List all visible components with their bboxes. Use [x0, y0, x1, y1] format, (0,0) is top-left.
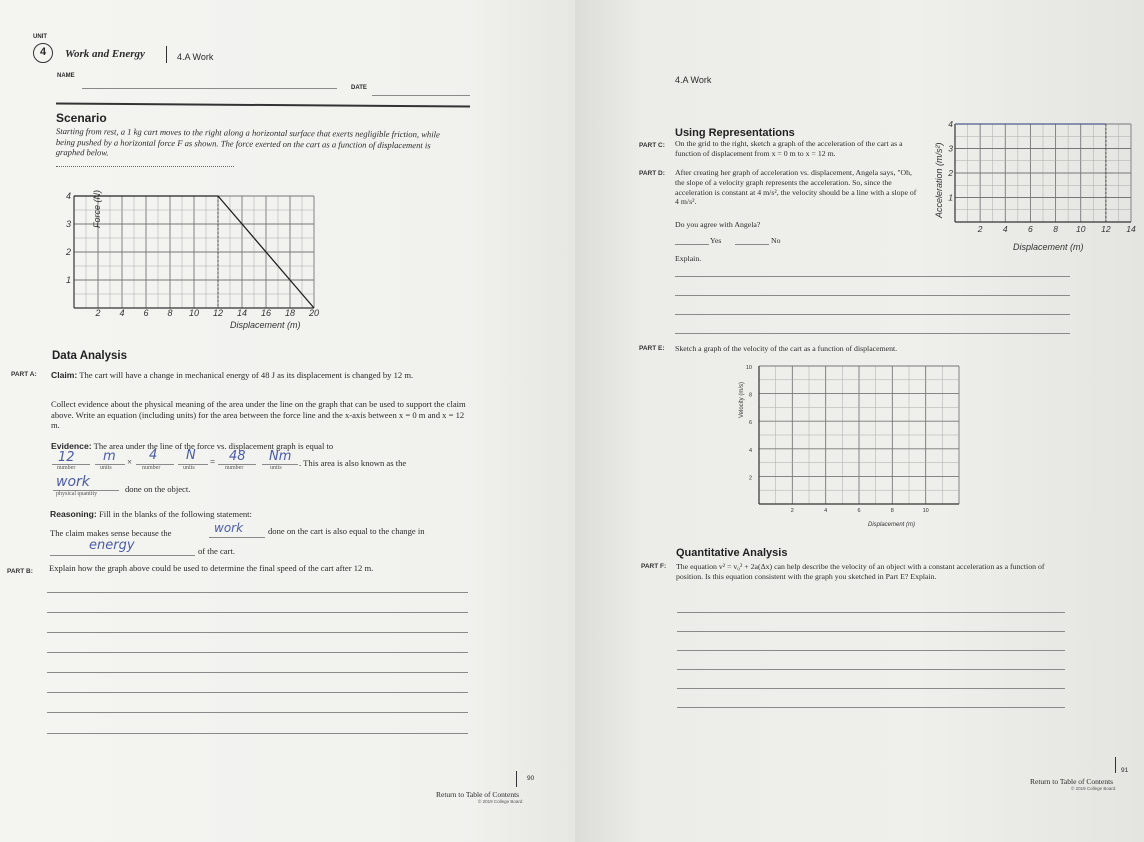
x-tick-label: 2: [790, 508, 794, 514]
part-a-label: PART A:: [11, 371, 37, 378]
claim-label: Claim:: [51, 370, 78, 380]
part-f-answer-line-3[interactable]: [677, 650, 1065, 651]
velocity-x-axis-label: Displacement (m): [868, 522, 916, 528]
eq-number-1: 12: [58, 450, 75, 465]
part-d-answer-line-2[interactable]: [675, 295, 1070, 296]
part-d-answer-line-1[interactable]: [675, 276, 1070, 277]
eq-sub-number-2: number: [142, 465, 161, 471]
part-f-answer-line-2[interactable]: [677, 631, 1065, 632]
unit-label: UNIT: [33, 34, 47, 40]
x-tick-label: 2: [977, 224, 983, 234]
name-label: NAME: [57, 73, 75, 79]
x-tick-label: 20: [308, 308, 320, 318]
part-b-answer-line-8[interactable]: [47, 733, 468, 734]
x-tick-label: 12: [1101, 224, 1111, 234]
y-tick-label: 4: [948, 119, 953, 129]
part-f-answer-line-4[interactable]: [677, 669, 1065, 670]
no-blank[interactable]: [735, 244, 769, 245]
part-b-answer-line-6[interactable]: [47, 692, 468, 693]
scenario-heading: Scenario: [56, 111, 107, 125]
part-e-text: Sketch a graph of the velocity of the cart as a function of displacement.: [675, 344, 898, 353]
acceleration-x-axis-label: Displacement (m): [1013, 242, 1084, 252]
unit-title: Work and Energy: [65, 48, 145, 60]
collect-text: Collect evidence about the physical meaning of the area under the line on the graph that can be used to support the claim above. Write an equation (including units) for the area between the force line and the x-axis between x = 0 m and x = 12 m.: [51, 399, 466, 430]
part-b-answer-line-1[interactable]: [47, 592, 468, 593]
explain-label: Explain.: [675, 254, 702, 263]
part-b-answer-line-3[interactable]: [47, 632, 468, 633]
agree-question: Do you agree with Angela?: [675, 220, 761, 229]
date-blank[interactable]: [372, 95, 470, 96]
x-tick-label: 14: [236, 308, 248, 318]
header-divider: [56, 103, 470, 108]
x-tick-label: 8: [1053, 224, 1058, 234]
x-tick-label: 4: [119, 308, 125, 318]
force-y-axis-label: Force (N): [92, 190, 102, 228]
date-label: DATE: [351, 85, 367, 91]
part-b-answer-line-5[interactable]: [47, 672, 468, 673]
eq-number-3: 48: [229, 449, 246, 464]
claim-sense-blank-2: [50, 555, 195, 556]
title-divider: [166, 46, 167, 63]
force-graph-grid: [74, 196, 314, 308]
claim-sense-blank-1: [209, 537, 265, 538]
x-tick-label: 12: [212, 308, 224, 318]
part-d-label: PART D:: [639, 170, 665, 177]
physical-quantity-sub: physical quantity: [56, 491, 98, 497]
y-tick-label: 6: [748, 420, 752, 427]
y-tick-label: 4: [65, 191, 71, 201]
page-number-divider: [516, 771, 517, 787]
claim-text: The cart will have a change in mechanical energy of 48 J as its displacement is changed by 12 m.: [79, 370, 414, 380]
x-tick-label: 18: [284, 308, 296, 318]
copyright: © 2019 College Board: [1071, 786, 1116, 791]
claim-sense-answer-2: energy: [89, 538, 135, 553]
unit-number-badge: 4: [33, 43, 53, 63]
page-number-divider: [1115, 757, 1116, 773]
evidence-text: The area under the line of the force vs. displacement graph is equal to: [93, 441, 334, 451]
name-blank[interactable]: [82, 88, 337, 89]
claim-paragraph: [51, 370, 461, 381]
y-tick-label: 10: [745, 365, 752, 371]
eq-unit-2: N: [186, 448, 196, 463]
velocity-y-axis-label: Velocity (m/s): [739, 381, 745, 418]
of-the-cart: of the cart.: [198, 546, 235, 556]
eq-times: ×: [127, 457, 133, 467]
return-to-contents-link[interactable]: Return to Table of Contents: [1030, 777, 1114, 786]
y-tick-label: 3: [65, 219, 71, 229]
x-tick-label: 16: [260, 308, 272, 318]
x-tick-label: 6: [143, 308, 149, 318]
section-title: 4.A Work: [675, 75, 712, 85]
no-option: No: [771, 236, 781, 245]
part-b-label: PART B:: [7, 568, 33, 575]
yes-option: Yes: [710, 236, 722, 245]
x-tick-label: 4: [1002, 224, 1008, 234]
eq-unit-3: Nm: [269, 449, 292, 464]
y-tick-label: 8: [748, 392, 752, 399]
data-analysis-heading: Data Analysis: [52, 350, 127, 362]
x-tick-label: 10: [1075, 224, 1086, 234]
copyright: © 2019 College Board: [478, 799, 523, 804]
velocity-graph: [735, 358, 965, 530]
y-tick-label: 2: [65, 247, 71, 257]
yes-blank[interactable]: [675, 244, 709, 245]
part-f-answer-line-6[interactable]: [677, 707, 1065, 708]
quantitative-analysis-heading: Quantitative Analysis: [676, 547, 788, 559]
x-tick-label: 10: [922, 508, 929, 514]
part-f-text: The equation v² = v₀² + 2a(Δx) can help describe the velocity of an object with a constant acceleration as a function of position. Is this equation consistent with the graph you sketched in Part E? Explain.: [676, 562, 1045, 581]
part-b-text: Explain how the graph above could be used to determine the final speed of the cart after 12 m.: [49, 563, 374, 573]
part-e-label: PART E:: [639, 345, 665, 352]
reasoning-text: Fill in the blanks of the following statement:: [98, 509, 252, 519]
eq-sub-units-1: units: [100, 465, 112, 471]
part-c-text: On the grid to the right, sketch a graph of the acceleration of the cart as a function of displacement from x = 0 m to x = 12 m.: [675, 139, 903, 158]
acceleration-graph-grid: [955, 124, 1131, 222]
eq-unit-1: m: [103, 449, 116, 464]
y-tick-label: 2: [948, 168, 953, 178]
part-b-answer-line-4[interactable]: [47, 652, 468, 653]
part-d-text: After creating her graph of acceleration vs. displacement, Angela says, "Oh, the slope of a velocity graph represents the acceleration. So, since the acceleration is constant at 4 m/s², the velocity should be a line with a slope of 4 m/s².: [675, 168, 917, 207]
x-tick-label: 14: [1126, 224, 1136, 234]
section-title: 4.A Work: [177, 52, 214, 62]
eq-sub-units-3: units: [270, 465, 282, 471]
return-to-contents-link[interactable]: Return to Table of Contents: [436, 790, 520, 799]
y-tick-label: 1: [65, 275, 71, 285]
done-on-object: done on the object.: [125, 484, 191, 494]
part-f-label: PART F:: [641, 563, 667, 570]
x-tick-label: 6: [1028, 224, 1033, 234]
x-tick-label: 10: [188, 308, 200, 318]
eq-equals: =: [210, 457, 216, 467]
reasoning-paragraph: [50, 509, 470, 520]
part-f-answer-line-5[interactable]: [677, 688, 1065, 689]
eq-number-2: 4: [149, 448, 158, 463]
part-f-answer-line-1[interactable]: [677, 612, 1065, 613]
acceleration-graph: [927, 118, 1141, 258]
part-b-answer-line-7[interactable]: [47, 712, 468, 713]
page-number: 91: [1121, 767, 1129, 774]
claim-sense-1: The claim makes sense because the: [50, 528, 172, 538]
x-tick-label: 8: [890, 508, 894, 514]
y-tick-label: 2: [748, 475, 752, 482]
page-number: 90: [527, 775, 535, 782]
part-b-answer-line-2[interactable]: [47, 612, 468, 613]
x-tick-label: 8: [167, 308, 173, 318]
claim-sense-answer-1: work: [214, 521, 244, 535]
eq-tail: . This area is also known as the: [299, 458, 407, 468]
physical-quantity-answer: work: [56, 474, 90, 490]
part-c-label: PART C:: [639, 142, 665, 149]
evidence-label: Evidence:: [51, 441, 92, 451]
eq-sub-number-1: number: [57, 465, 76, 471]
part-d-answer-line-4[interactable]: [675, 333, 1070, 334]
claim-sense-2: done on the cart is also equal to the change in: [268, 526, 425, 536]
scenario-text: Starting from rest, a 1 kg cart moves to the right along a horizontal surface that exerts negligible friction, while being pushed by a horizontal force F as shown. The force exerted on the cart as a function of displacement is graphed below.: [55, 126, 440, 158]
force-graph: [50, 188, 340, 336]
eq-sub-number-3: number: [225, 465, 244, 471]
y-tick-label: 3: [948, 143, 953, 154]
x-tick-label: 2: [95, 308, 101, 318]
force-x-axis-label: Displacement (m): [230, 320, 301, 330]
acceleration-y-axis-label: Acceleration (m/s²): [934, 142, 944, 218]
y-tick-label: 1: [948, 192, 953, 203]
velocity-graph-ticks: [746, 365, 929, 514]
x-tick-label: 6: [857, 508, 861, 514]
velocity-graph-grid: [759, 366, 959, 504]
right-page: [575, 0, 1144, 842]
y-tick-label: 4: [748, 447, 752, 454]
reasoning-label: Reasoning:: [50, 509, 97, 519]
eq-sub-units-2: units: [183, 465, 195, 471]
scenario-underline: [56, 166, 234, 167]
part-d-answer-line-3[interactable]: [675, 314, 1070, 315]
x-tick-label: 4: [824, 508, 828, 514]
using-representations-heading: Using Representations: [675, 127, 795, 139]
